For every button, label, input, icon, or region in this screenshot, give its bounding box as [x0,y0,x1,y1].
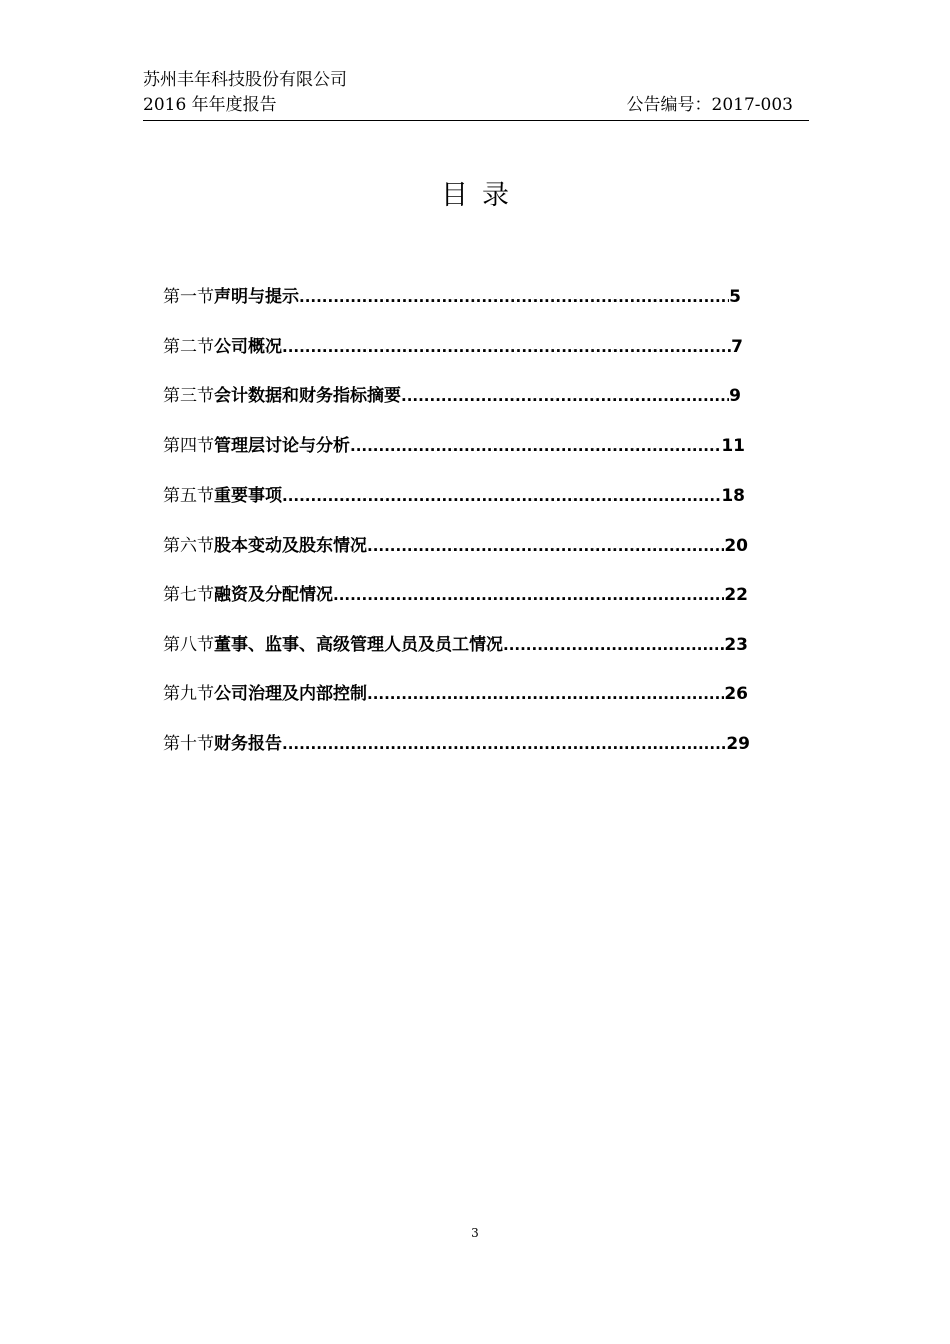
toc-section-number: 第十节 [163,734,214,754]
toc-section-number: 第一节 [163,287,214,307]
toc-section-name: 会计数据和财务指标摘要 [214,386,401,406]
toc-section-name: 融资及分配情况 [214,585,333,605]
toc-section-name: 声明与提示 [214,287,299,307]
toc-entry[interactable] [163,332,743,362]
toc-leader-dots [367,531,724,561]
toc-page-number: 20 [724,536,748,556]
toc-page-number: 29 [726,734,750,754]
toc-section-name: 股本变动及股东情况 [214,536,367,556]
toc-entry[interactable] [163,282,741,312]
toc-leader-dots [282,481,721,511]
toc-page-number: 9 [729,386,741,406]
toc-entry[interactable] [163,679,748,709]
toc-leader-dots [282,729,726,759]
toc-heading: 目录 [441,180,523,211]
page-header [143,68,809,121]
toc-section-name: 公司概况 [214,337,282,357]
toc-entry[interactable] [163,481,745,511]
page-footer-number: 3 [471,1226,479,1240]
toc-page-number: 18 [721,486,745,506]
company-name: 苏州丰年科技股份有限公司 [143,70,347,90]
toc-entry[interactable] [163,431,745,461]
toc-section-number: 第七节 [163,585,214,605]
toc-page-number: 23 [724,635,748,655]
toc-entry[interactable] [163,531,748,561]
toc-leader-dots [350,431,721,461]
toc-page-number: 22 [724,585,748,605]
toc-section-number: 第六节 [163,536,214,556]
toc-page-number: 7 [731,337,743,357]
toc-leader-dots [282,332,731,362]
toc-section-name: 公司治理及内部控制 [214,684,367,704]
toc-section-number: 第八节 [163,635,214,655]
toc-leader-dots [503,630,724,660]
toc-leader-dots [299,282,729,312]
toc-page-number: 5 [729,287,741,307]
toc-leader-dots [401,381,729,411]
toc-entry[interactable] [163,580,748,610]
toc-section-number: 第五节 [163,486,214,506]
toc-section-number: 第九节 [163,684,214,704]
toc-entry[interactable] [163,729,750,759]
toc-section-number: 第二节 [163,337,214,357]
report-title: 2016 年年度报告 [143,95,277,115]
toc-leader-dots [333,580,724,610]
toc-page-number: 11 [721,436,745,456]
toc-section-name: 重要事项 [214,486,282,506]
toc-page-number: 26 [724,684,748,704]
toc-section-number: 第三节 [163,386,214,406]
notice-number: 公告编号：2017-003 [626,95,793,115]
toc-section-name: 财务报告 [214,734,282,754]
toc-section-name: 管理层讨论与分析 [214,436,350,456]
toc-leader-dots [367,679,724,709]
toc-entry[interactable] [163,630,748,660]
toc-section-name: 董事、监事、高级管理人员及员工情况 [214,635,503,655]
toc-entry[interactable] [163,381,741,411]
toc-section-number: 第四节 [163,436,214,456]
